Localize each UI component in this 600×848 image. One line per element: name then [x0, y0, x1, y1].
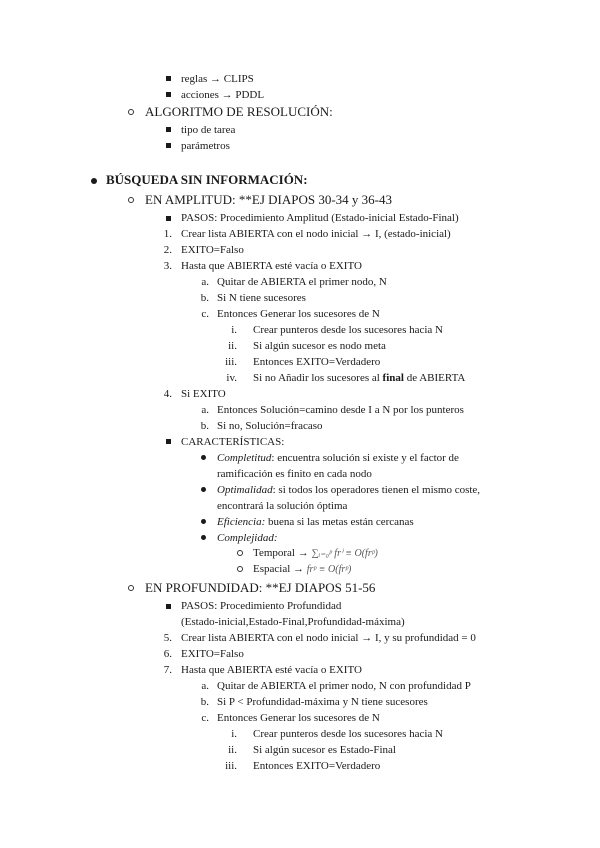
list-item: Entonces EXITO=Verdadero [253, 356, 381, 368]
circle-bullet-icon [128, 109, 134, 115]
step-number: a. [201, 276, 209, 288]
circle-bullet-icon [237, 566, 243, 572]
list-item: Quitar de ABIERTA el primer nodo, N [217, 276, 387, 288]
list-item: Eficiencia: buena si las metas están cercanas [217, 516, 414, 528]
step-number: 1. [163, 228, 172, 240]
list-item: EXITO=Falso [181, 648, 244, 660]
list-item: Si N tiene sucesores [217, 292, 306, 304]
list-item: Complejidad: [217, 532, 278, 544]
list-item: Entonces Solución=camino desde I a N por los punteros [217, 404, 464, 416]
list-item: reglas → CLIPS [181, 73, 254, 85]
formula: ∑ᵢ₌₀ᵖ frⁱ ≡ O(frᵖ) [311, 548, 378, 559]
circle-bullet-icon [128, 197, 134, 203]
list-item: Si no, Solución=fracaso [217, 420, 323, 432]
section-heading: EN AMPLITUD: **EJ DIAPOS 30-34 y 36-43 [145, 192, 392, 207]
list-item: acciones → PDDL [181, 89, 265, 101]
list-item: Entonces EXITO=Verdadero [253, 760, 381, 772]
disc-bullet-icon [201, 535, 206, 540]
step-number: b. [200, 696, 209, 708]
list-item: Si algún sucesor es nodo meta [253, 340, 386, 352]
step-number: a. [201, 680, 209, 692]
section-heading: EN PROFUNDIDAD: **EJ DIAPOS 51-56 [145, 580, 376, 595]
step-number: c. [201, 712, 209, 724]
list-item: Hasta que ABIERTA esté vacía o EXITO [181, 664, 362, 676]
list-item: Hasta que ABIERTA esté vacía o EXITO [181, 260, 362, 272]
list-item: PASOS: Procedimiento Amplitud (Estado-inicial Estado-Final) [181, 212, 459, 224]
square-bullet-icon [166, 92, 171, 97]
step-number: iii. [225, 760, 237, 772]
list-item: ramificación es finito en cada nodo [217, 468, 372, 480]
square-bullet-icon [166, 127, 171, 132]
step-number: 3. [163, 260, 172, 272]
list-item: Si P < Profundidad-máxima y N tiene sucesores [217, 696, 428, 708]
list-item: Entonces Generar los sucesores de N [217, 712, 380, 724]
section-heading: ALGORITMO DE RESOLUCIÓN: [145, 104, 333, 119]
list-item: encontrará la solución óptima [217, 500, 348, 512]
disc-bullet-icon [201, 519, 206, 524]
list-item: Optimalidad: si todos los operadores tienen el mismo coste, [217, 484, 481, 496]
list-item: Entonces Generar los sucesores de N [217, 308, 380, 320]
list-item: Quitar de ABIERTA el primer nodo, N con profundidad P [217, 680, 471, 692]
step-number: iv. [226, 372, 237, 384]
step-number: iii. [225, 356, 237, 368]
circle-bullet-icon [237, 550, 243, 556]
step-number: 5. [163, 632, 172, 644]
square-bullet-icon [166, 216, 171, 221]
square-bullet-icon [166, 604, 171, 609]
step-number: 4. [163, 388, 172, 400]
list-item: Espacial → frᵖ ≡ O(frᵖ) [253, 563, 352, 575]
list-item: (Estado-inicial,Estado-Final,Profundidad-máxima) [181, 616, 405, 628]
list-item: CARACTERÍSTICAS: [181, 436, 285, 448]
list-item: Crear punteros desde los sucesores hacia N [253, 324, 443, 336]
list-item: Si no Añadir los sucesores al final de ABIERTA [253, 372, 466, 384]
list-item: Crear punteros desde los sucesores hacia N [253, 728, 443, 740]
list-item: Crear lista ABIERTA con el nodo inicial → I, (estado-inicial) [181, 228, 451, 240]
step-number: c. [201, 308, 209, 320]
list-item: Si algún sucesor es Estado-Final [253, 744, 396, 756]
list-item: Temporal → ∑ᵢ₌₀ᵖ frⁱ ≡ O(frᵖ) [253, 547, 378, 559]
disc-bullet-icon [201, 455, 206, 460]
step-number: i. [231, 324, 237, 336]
circle-bullet-icon [128, 585, 134, 591]
list-item: tipo de tarea [181, 124, 236, 136]
list-item: PASOS: Procedimiento Profundidad [181, 600, 342, 612]
list-item: parámetros [181, 140, 230, 152]
page-title: BÚSQUEDA SIN INFORMACIÓN: [106, 172, 308, 187]
step-number: 6. [163, 648, 172, 660]
step-number: b. [200, 420, 209, 432]
disc-bullet-icon [91, 178, 97, 184]
step-number: 7. [163, 664, 172, 676]
list-item: Completitud: encuentra solución si existe y el factor de [217, 452, 459, 464]
square-bullet-icon [166, 76, 171, 81]
list-item: Si EXITO [181, 388, 226, 400]
step-number: ii. [228, 744, 237, 756]
square-bullet-icon [166, 143, 171, 148]
square-bullet-icon [166, 439, 171, 444]
list-item: Crear lista ABIERTA con el nodo inicial → I, y su profundidad = 0 [181, 632, 476, 644]
step-number: ii. [228, 340, 237, 352]
formula: frᵖ ≡ O(frᵖ) [306, 564, 352, 575]
list-item: EXITO=Falso [181, 244, 244, 256]
step-number: b. [200, 292, 209, 304]
step-number: 2. [163, 244, 172, 256]
step-number: a. [201, 404, 209, 416]
disc-bullet-icon [201, 487, 206, 492]
step-number: i. [231, 728, 237, 740]
